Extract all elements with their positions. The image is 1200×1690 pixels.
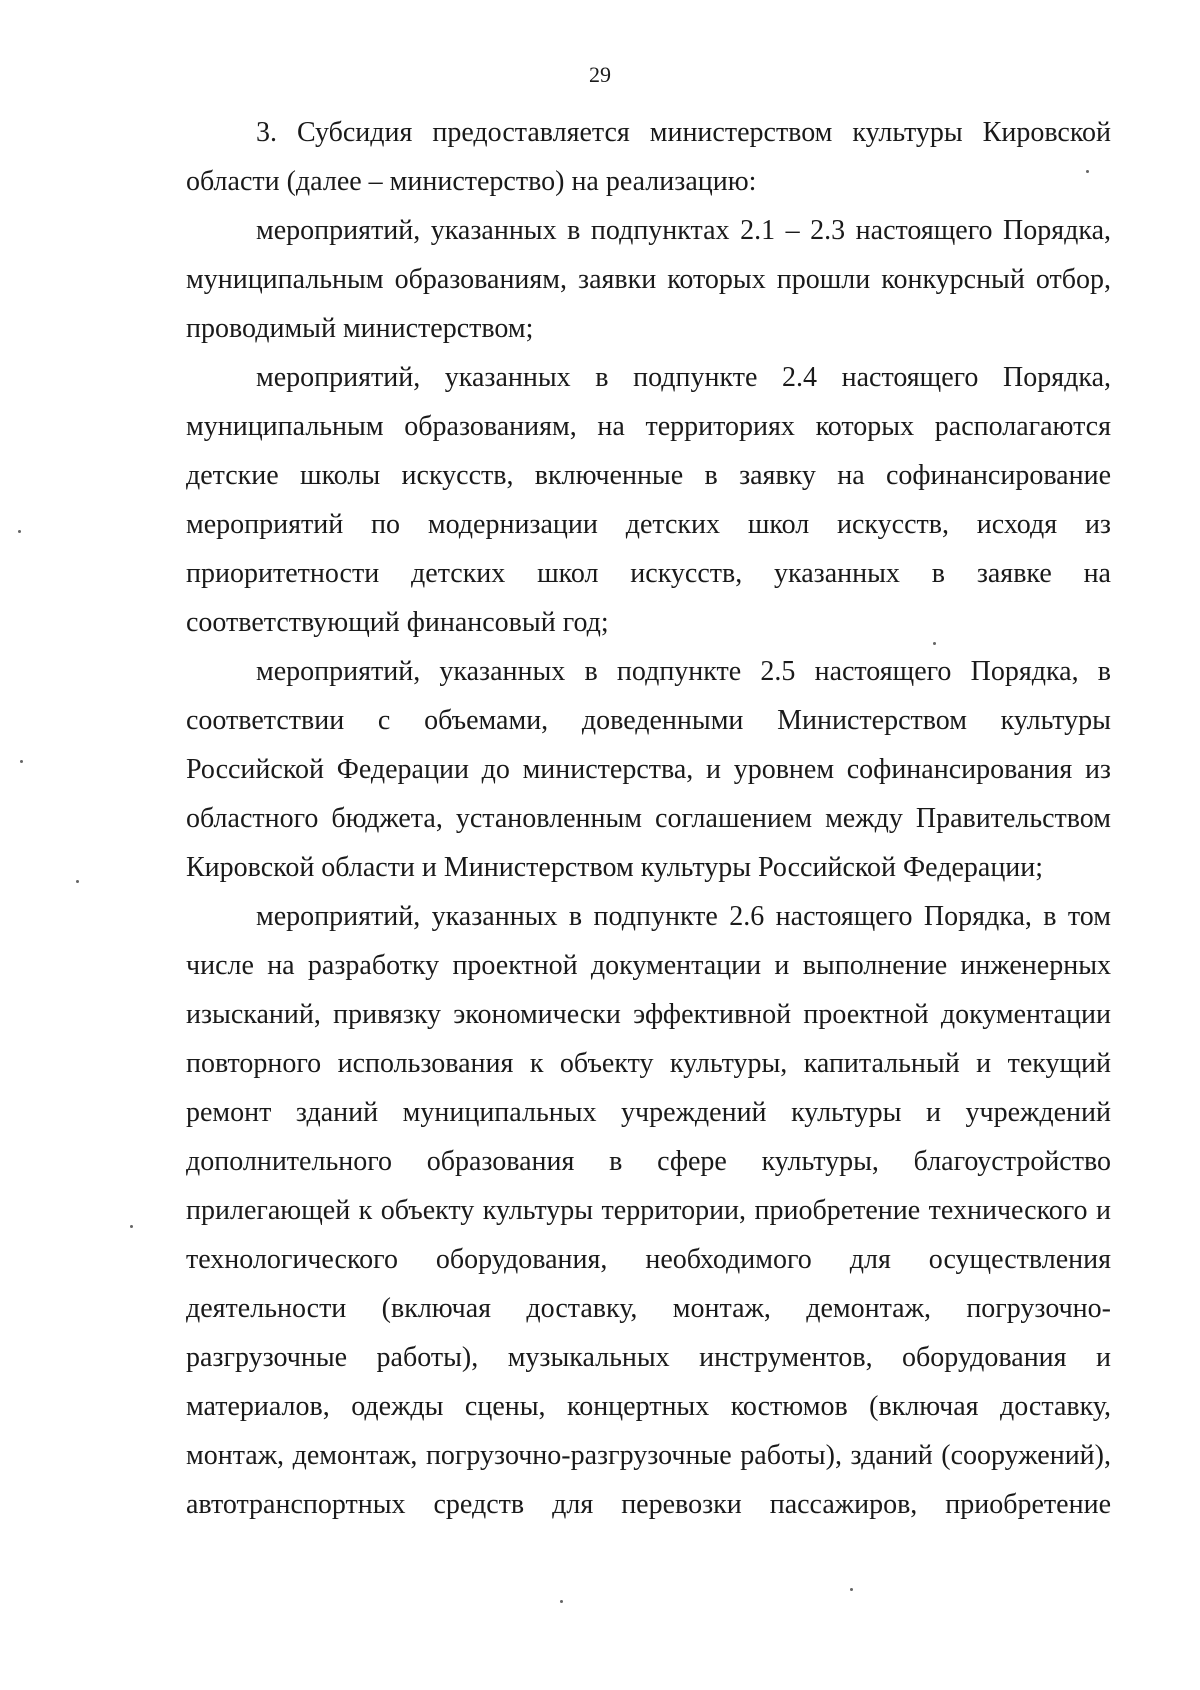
paragraph-measures-2-5: мероприятий, указанных в подпункте 2.5 настоящего Порядка, в соответствии с объемами, доведенными Министерством культуры Российской Федерации до министерства, и уровнем софинансирования из областного бюджета, установленным соглашением между Правительством Кировской области и Министерством культуры Российской Федерации; [186, 656, 1111, 883]
paragraph-measures-2-1-2-3: мероприятий, указанных в подпунктах 2.1 – 2.3 настоящего Порядка, муниципальным образованиям, заявки которых прошли конкурсный отбор, проводимый министерством; [186, 215, 1111, 344]
paragraph-measures-2-4: мероприятий, указанных в подпункте 2.4 настоящего Порядка, муниципальным образованиям, на территориях которых располагаются детские школы искусств, включенные в заявку на софинансирование мероприятий по модернизации детских школ искусств, исходя из приоритетности детских школ искусств, указанных в заявке на соответствующий финансовый год; [186, 362, 1111, 638]
page-number: 29 [589, 62, 611, 87]
paragraph-measures-2-6: мероприятий, указанных в подпункте 2.6 настоящего Порядка, в том числе на разработку проектной документации и выполнение инженерных изысканий, привязку экономически эффективной проектной документации повторного использования к объекту культуры, капитальный и текущий ремонт зданий муниципальных учреждений культуры и учреждений дополнительного образования в сфере культуры, благоустройство прилегающей к объекту культуры территории, приобретение технического и технологического оборудования, необходимого для осуществления деятельности (включая доставку, монтаж, демонтаж, погрузочно-разгрузочные работы), музыкальных инструментов, оборудования и материалов, одежды сцены, концертных костюмов (включая доставку, монтаж, демонтаж, погрузочно-разгрузочные работы), зданий (сооружений), автотранспортных средств для перевозки пассажиров, приобретение [186, 901, 1111, 1520]
scan-speck [20, 760, 23, 763]
document-body [186, 108, 1111, 1529]
scan-speck [560, 1600, 563, 1603]
scan-speck [1086, 170, 1089, 173]
scan-speck [18, 530, 21, 533]
scan-speck [130, 1225, 133, 1228]
paragraph-subsidy-intro: 3. Субсидия предоставляется министерством культуры Кировской области (далее – министерство) на реализацию: [186, 117, 1111, 197]
scan-speck [850, 1588, 853, 1591]
scan-speck [76, 880, 79, 883]
scan-speck [933, 642, 936, 645]
